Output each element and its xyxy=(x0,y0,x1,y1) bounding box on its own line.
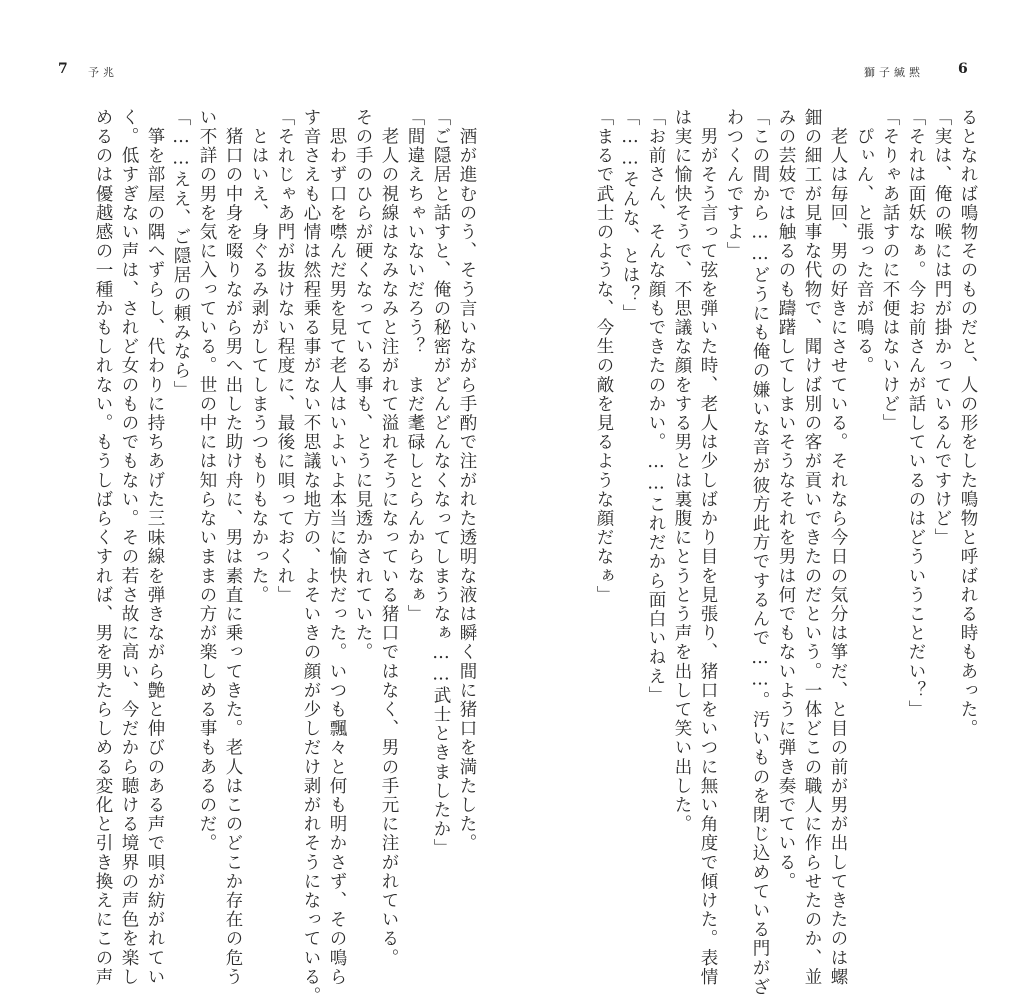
text-column: 「実は、俺の喉には門が掛かっているんですけど」 xyxy=(932,108,952,548)
text-column: 酒が進むのう、そう言いながら手酌で注がれた透明な液は瞬く間に猪口を満たした。 xyxy=(457,108,477,853)
text-column: 老人は毎回、男の好きにさせている。それなら今日の気分は箏だ、と目の前が男が出してきたのは螺 xyxy=(828,108,848,987)
text-column: す音さえも心情は然程乗る事がない不思議な地方の、よそいきの顔が少しだけ剥がれそうになっている。 xyxy=(301,108,321,1006)
text-column: 箏を部屋の隅へずらし、代わりに持ちあげた三味線を弾きながら艶と伸びのある声で唄が紡がれてい xyxy=(145,108,165,987)
text-column: 「それは面妖なぁ。今お前さんが話しているのはどういうことだい？」 xyxy=(906,108,926,720)
text-column: 「お前さん、そんな顔もできたのかい。……これだから面白いねえ」 xyxy=(646,108,666,706)
text-column: 猪口の中身を啜りながら男へ出した助け舟に、男は素直に乗ってきた。老人はこのどこか存在の危う xyxy=(223,108,243,987)
text-column: 「……ええ、ご隠居の頼みなら」 xyxy=(171,108,191,400)
text-column: ぴぃん、と張った音が鳴る。 xyxy=(854,108,874,376)
text-column: 男がそう言って弦を弾いた時、老人は少しばかり目を見張り、猪口をいつに無い角度で傾けた。表情 xyxy=(698,108,718,987)
text-column: は実に愉快そうで、不思議な顔をする男とは裏腹にとうとう声を出して笑い出した。 xyxy=(672,108,692,834)
text-column: 「……そんな、とは？」 xyxy=(620,108,640,324)
text-column: 「まるで武士のような、今生の敵を見るような顔だなぁ」 xyxy=(594,108,614,605)
running-head: 獅子緘黙 xyxy=(864,66,924,79)
running-head: 予兆 xyxy=(88,66,118,79)
text-column: い不詳の男を気に入っている。世の中には知らないままの方が楽しめる事もあるのだ。 xyxy=(197,108,217,853)
page-number: 7 xyxy=(58,61,68,77)
text-column: 鈿の細工が見事な代物で、聞けば別の客が貢いできたのだという。一体どこの職人に作らせたのか、並 xyxy=(802,108,822,987)
text-column: るとなれば鳴物そのものだと、人の形をした鳴物と呼ばれる時もあった。 xyxy=(958,108,978,739)
text-column: 思わず口を噤んだ男を見て老人はいよいよ本当に愉快だった。いつも飄々と何も明かさず、その鳴ら xyxy=(327,108,347,987)
text-column: めるのは優越感の一種かもしれない。もうしばらくすれば、男を男たらしめる変化と引き換えにこの声 xyxy=(93,108,113,987)
text-column: 「この間から……どうにも俺の嫌いな音が彼方此方でするんで……。汚いものを閉じ込めている門がざ xyxy=(750,108,770,997)
text-column: とはいえ、身ぐるみ剥がしてしまうつもりもなかった。 xyxy=(249,108,269,605)
text-column: 「それじゃあ門が抜けない程度に、最後に唄っておくれ」 xyxy=(275,108,295,605)
text-column: わつくんですよ」 xyxy=(724,108,744,261)
text-column: 老人の視線はなみなみと注がれて溢れそうになっている猪口ではなく、男の手元に注がれている。 xyxy=(379,108,399,968)
text-column: 「ご隠居と話すと、俺の秘密がどんどんなくなってしまうなぁ……武士ときましたか」 xyxy=(431,108,451,858)
text-column: く。低すぎない声は、されど女のものでもない。その若さ故に高い、今だから聴ける境界の声色を楽し xyxy=(119,108,139,987)
page-number: 6 xyxy=(958,61,968,77)
right-page xyxy=(512,0,1024,997)
text-column: みの芸妓では触るのも躊躇してしまいそうなそれを男は何でもないように弾き奏でている。 xyxy=(776,108,796,892)
text-column: 「そりゃあ話すのに不便はないけど」 xyxy=(880,108,900,433)
text-column: 「間違えちゃいないだろう？ まだ耄碌しとらんからなぁ」 xyxy=(405,108,425,624)
text-column: その手のひらが硬くなっている事も、とうに見透かされていた。 xyxy=(353,108,373,662)
